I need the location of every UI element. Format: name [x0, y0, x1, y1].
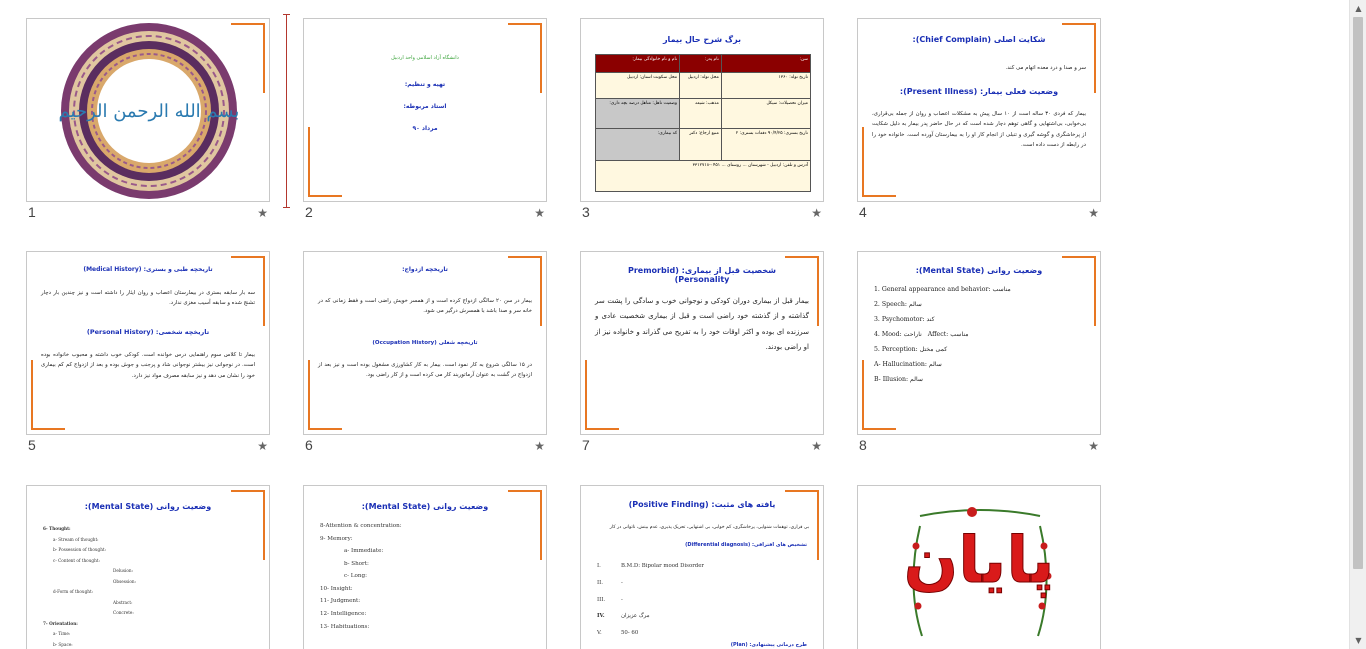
transition-star-icon[interactable]: ★ — [257, 439, 268, 453]
table-address: آدرس و تلفن: اردبیل - شهرستان ... روستای ... ۰۴۵۱-۳۳۱۲۷۱۸ — [596, 161, 811, 192]
vertical-scrollbar[interactable] — [1349, 0, 1366, 649]
slide-1-thumbnail[interactable] — [26, 18, 270, 202]
slide-number: 1 — [28, 204, 36, 220]
patient-table — [595, 54, 811, 192]
list-item: A- Hallucination: سالم — [874, 361, 942, 368]
slide-4[interactable] — [857, 18, 1103, 228]
slide-number: 2 — [305, 204, 313, 220]
scroll-up-arrow-icon[interactable]: ▲ — [1355, 4, 1362, 13]
heading: طرح درمانی پیشنهادی: (Plan) — [730, 642, 807, 648]
table-cell: کد بیماری: — [596, 129, 680, 161]
paragraph: سر و صدا و درد معده اتهام می کند. — [1005, 65, 1086, 71]
orange-corner — [508, 490, 542, 560]
transition-star-icon[interactable]: ★ — [811, 439, 822, 453]
transition-star-icon[interactable]: ★ — [257, 206, 268, 220]
slide-number: 8 — [859, 437, 867, 453]
paragraph: بیمار که فردی ۳۰ ساله است از ۱۰ سال پیش به مشکلات اعصاب و روان از جمله بی‌قراری، بی‌خوابی، بی‌اشتهایی و گاهی توهم دچار شده است که در حال حاضر پدر بیمار به دلیل شکایت از پرخاشگری و گوشه گیری و تنبلی از انجام کار او را به بیمارستان آورده است. خانواده خود را در رابطه از دست داده است. — [872, 111, 1086, 148]
prepared-by: تهیه و تنظیم: — [404, 81, 446, 88]
paragraph: بیمار قبل از بیماری دوران کودکی و نوجوانی خوب و سادگی را پشت سر گذاشته و از گذشته خود راضی است و قبل از بیماری شخصیت عادی و سرزنده ای بوده و اکثر اوقات خود را به تفریح می گذراند و خانواده نیز از او راضی بودند. — [595, 297, 809, 352]
slide-12-thumbnail[interactable] — [857, 485, 1101, 649]
orange-corner — [231, 490, 265, 560]
paragraph: بی قراری، توهمات شنوایی، پرخاشگری، کم خوابی، بی اشتهایی، تحریک پذیری، عدم بینش، ناتوانی در کار — [609, 525, 809, 530]
date: مرداد ۹۰ — [412, 125, 438, 132]
list-item: B- Illusion: سالم — [874, 376, 924, 383]
list-item: 2. Speech: سالم — [874, 301, 922, 308]
paragraph: بیمار در سن ۲۰ سالگی ازدواج کرده است و از همسر خویش راضی است و فقط زمانی که در خانه سر و صدا باشد با همسرش درگیر می شود. — [318, 298, 532, 315]
table-cell: تاریخ تولد: ۱۳۶۰ — [721, 73, 810, 99]
slide-title: برگ شرح حال بیمار — [662, 35, 742, 44]
slide-10[interactable] — [303, 485, 549, 649]
memory-list: 8-Attention & concentration: 9- Memory: a- Immediate: b- Short: c- Long: 10- Insight: 11- Judgment: 12- Intelligence: 13- Habituations: — [320, 523, 402, 630]
calligraphy-medallion — [27, 19, 270, 202]
slide-8-thumbnail[interactable] — [857, 251, 1101, 435]
table-cell: مذهب: شیعه — [680, 99, 722, 129]
slide-number: 6 — [305, 437, 313, 453]
list-item: 1. General appearance and behavior: مناسب — [874, 286, 1011, 293]
slide-6-thumbnail[interactable] — [303, 251, 547, 435]
orange-corner — [585, 360, 619, 430]
slide-7[interactable] — [580, 251, 826, 461]
table-header: سن: — [721, 55, 810, 73]
table-header: نام و نام خانوادگی بیمار: — [596, 55, 680, 73]
list-item: 4. Mood: ناراحت Affect: مناسب — [874, 331, 969, 338]
slide-9[interactable] — [26, 485, 272, 649]
orange-corner — [1062, 23, 1096, 93]
slide-11-thumbnail[interactable] — [580, 485, 824, 649]
table-cell: منبع ارجاع: دکتر — [680, 129, 722, 161]
heading: تاریخچه طبی و بستری: (Medical History) — [83, 266, 213, 273]
heading: یافته های مثبت: (Positive Finding) — [628, 500, 776, 509]
table-cell: میزان تحصیلات: سیکل — [721, 99, 810, 129]
mental-state-list — [874, 286, 1011, 391]
heading: وضعیت فعلی بیمار: (Present Illness): — [899, 87, 1059, 96]
heading: تاریخچه ازدواج: — [402, 266, 448, 273]
paragraph: سه بار سابقه بستری در بیمارستان اعصاب و روان ایثار را داشته است و نیز چندین بار دچار تشنج شده و سابقه آسیب مغزی ندارد. — [41, 290, 255, 307]
slide-12[interactable] — [857, 485, 1103, 649]
orange-corner — [308, 127, 342, 197]
supervisor: استاد مربوطه: — [403, 103, 447, 110]
transition-star-icon[interactable]: ★ — [811, 206, 822, 220]
slide-8[interactable] — [857, 251, 1103, 461]
slide-2[interactable] — [303, 18, 549, 228]
university-name: دانشگاه آزاد اسلامی واحد اردبیل — [391, 55, 459, 61]
slide-1[interactable] — [26, 18, 272, 228]
paragraph: در ۱۵ سالگی شروع به کار نمود است. بیمار به کار کشاورزی مشغول بوده است و نیز بعد از ازدواج در گشت به عنوان آرماتوربند کار می کرده است و از کار راضی بود. — [318, 362, 533, 379]
table-cell: محل سکونت استان: اردبیل — [596, 73, 680, 99]
slide-9-thumbnail[interactable] — [26, 485, 270, 649]
slide-6[interactable] — [303, 251, 549, 461]
heading: شکایت اصلی (Chief Complain): — [912, 35, 1046, 44]
heading: تشخیص های افتراقی: (Differential diagnosis) — [685, 542, 807, 548]
paragraph: بیمار تا کلاس سوم راهنمایی درس خوانده است. کودکی خوب داشته و محبوب خانواده بوده است. در نوجوانی نیز بیشتر نوجوانی شاد و پرجنب و جوش بوده و بعد از ازدواج کم کم بیماری خود را نشان می دهد و نیز سابقه مصرف مواد نیز دارد. — [41, 352, 255, 379]
heading: وضعیت روانی (Mental State): — [915, 266, 1043, 275]
table-header: نام پدر: — [680, 55, 722, 73]
thought-list: 6- Thought: a- Stream of thought: b- Possession of thought: c- Content of thought: Delusion: Obsession: d-Form of thought: Abstract: Concrete: 7- Orientation: a- Time: b- Space: — [43, 526, 137, 647]
slide-number: 7 — [582, 437, 590, 453]
bismillah-text: بسم الله الرحمن الرحیم — [58, 101, 240, 122]
end-title: پایان — [903, 524, 1055, 598]
slide-4-thumbnail[interactable] — [857, 18, 1101, 202]
table-cell: محل تولد: اردبیل — [680, 73, 722, 99]
table-cell: وضعیت تاهل: متاهل درصد بچه داری: — [596, 99, 680, 129]
heading: وضعیت روانی (Mental State): — [84, 502, 212, 511]
heading: تاریخچه شخصی: (Personal History) — [86, 328, 210, 336]
transition-star-icon[interactable]: ★ — [534, 206, 545, 220]
transition-star-icon[interactable]: ★ — [534, 439, 545, 453]
heading: تاریخچه شغلی (Occupation History) — [372, 340, 478, 346]
table-cell: تاریخ بستری: ۹۰/۴/۲۵ دفعات بستری: ۲ — [721, 129, 810, 161]
insertion-cursor — [286, 14, 287, 208]
diagnosis-list: I. B.M.D: Bipolar mood Disorder II. - III. - IV. مرگ عزیزان V. 50- 60 — [597, 563, 704, 636]
list-item: 3. Psychomotor: کند — [874, 316, 935, 323]
slide-10-thumbnail[interactable] — [303, 485, 547, 649]
slide-number: 3 — [582, 204, 590, 220]
list-item: 5. Perception: کمی مختل — [874, 346, 948, 353]
slide-number: 5 — [28, 437, 36, 453]
transition-star-icon[interactable]: ★ — [1088, 439, 1099, 453]
slide-5[interactable] — [26, 251, 272, 461]
slide-7-thumbnail[interactable] — [580, 251, 824, 435]
scroll-down-arrow-icon[interactable]: ▼ — [1355, 636, 1362, 645]
slide-2-thumbnail[interactable] — [303, 18, 547, 202]
slide-11[interactable] — [580, 485, 826, 649]
slide-5-thumbnail[interactable] — [26, 251, 270, 435]
slide-3-thumbnail[interactable] — [580, 18, 824, 202]
heading: وضعیت روانی (Mental State): — [361, 502, 489, 511]
heading: شخصیت قبل از بیماری: (Premorbid Personality) — [627, 266, 777, 284]
slide-3[interactable] — [580, 18, 826, 228]
slide-number: 4 — [859, 204, 867, 220]
transition-star-icon[interactable]: ★ — [1088, 206, 1099, 220]
scrollbar-thumb[interactable] — [1353, 17, 1363, 569]
